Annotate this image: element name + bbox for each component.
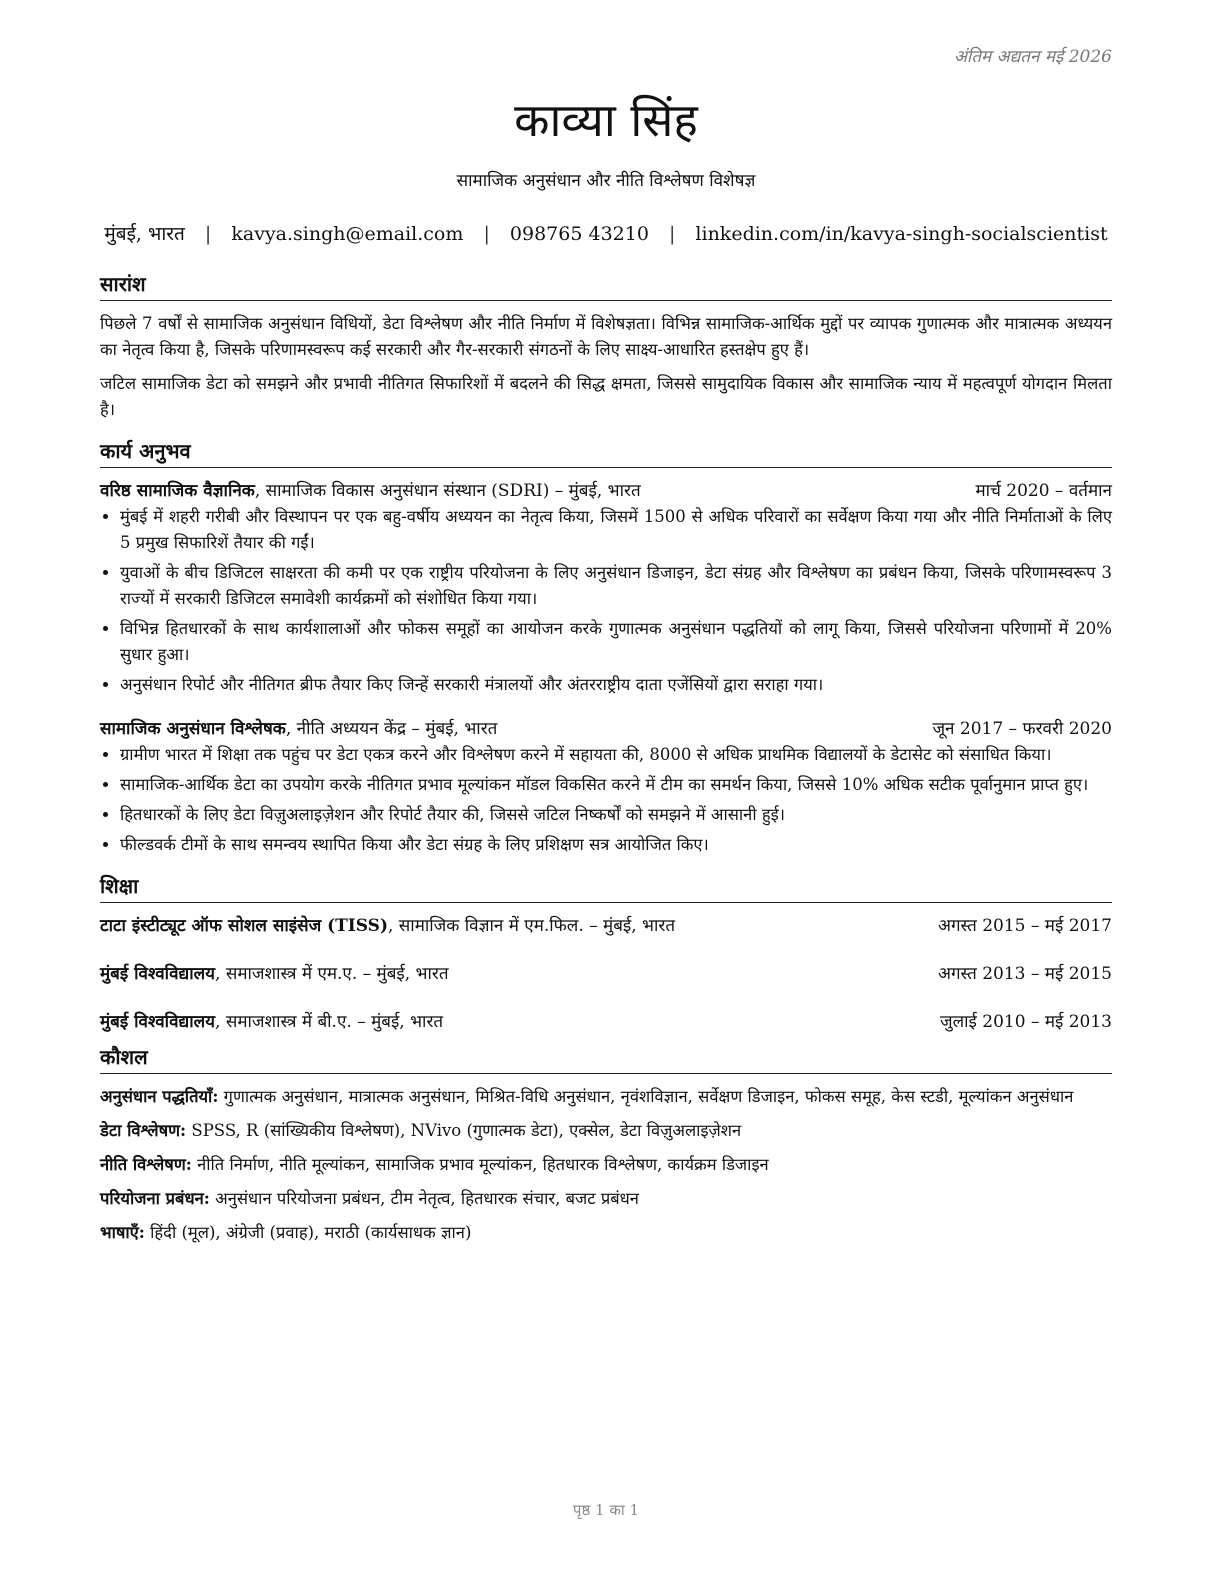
skill-label: भाषाएँ:: [100, 1223, 145, 1242]
skill-line: [100, 1186, 1112, 1212]
job-title-line: [100, 716, 497, 742]
contact-phone: 098765 43210: [509, 223, 649, 245]
summary-paragraph: जटिल सामाजिक डेटा को समझने और प्रभावी नीतिगत सिफारिशों में बदलने की सिद्ध क्षमता, जिससे सामुदायिक विकास और सामाजिक न्याय में महत्वपूर्ण योगदान मिलता है।: [100, 374, 1112, 419]
skill-value: गुणात्मक अनुसंधान, मात्रात्मक अनुसंधान, मिश्रित-विधि अनुसंधान, नृवंशविज्ञान, सर्वेक्षण डिजाइन, फोकस समूह, केस स्टडी, मूल्यांकन अनुसंधान: [218, 1087, 1074, 1106]
skill-line: [100, 1084, 1112, 1110]
education-school: मुंबई विश्वविद्यालय: [100, 964, 216, 984]
education-entry: [100, 913, 1112, 939]
education-school: मुंबई विश्वविद्यालय: [100, 1012, 216, 1032]
job-bullet: • सामाजिक-आर्थिक डेटा का उपयोग करके नीतिगत प्रभाव मूल्यांकन मॉडल विकसित करने में टीम का समर्थन किया, जिससे 10% अधिक सटीक पूर्वानुमान प्राप्त हुए।: [120, 772, 1112, 798]
education-dates: अगस्त 2013 – मई 2015: [937, 964, 1112, 984]
job-header: [100, 716, 1112, 742]
job-bullet: • अनुसंधान रिपोर्ट और नीतिगत ब्रीफ तैयार किए जिन्हें सरकारी मंत्रालयों और अंतरराष्ट्रीय दाता एजेंसियों द्वारा सराहा गया।: [120, 672, 1112, 698]
skill-label: अनुसंधान पद्धतियाँ:: [100, 1087, 219, 1106]
section-title-experience: कार्य अनुभव: [100, 437, 1112, 468]
education-school: टाटा इंस्टीट्यूट ऑफ सोशल साइंसेज (TISS): [100, 916, 388, 936]
skill-value: नीति निर्माण, नीति मूल्यांकन, सामाजिक प्रभाव मूल्यांकन, हितधारक विश्लेषण, कार्यक्रम डिजाइन: [191, 1155, 769, 1174]
contact-email[interactable]: kavya.singh@email.com: [231, 223, 464, 245]
education-detail: , सामाजिक विज्ञान में एम.फिल. – मुंबई, भारत: [388, 916, 676, 936]
job-entry: [100, 478, 1112, 698]
job-dates: मार्च 2020 – वर्तमान: [975, 481, 1112, 501]
job-bullet: • मुंबई में शहरी गरीबी और विस्थापन पर एक बहु-वर्षीय अध्ययन का नेतृत्व किया, जिसमें 1500 से अधिक परिवारों का सर्वेक्षण किया गया और नीति निर्माताओं के लिए 5 प्रमुख सिफारिशें तैयार की गईं।: [120, 504, 1112, 556]
job-role: सामाजिक अनुसंधान विश्लेषक: [100, 719, 286, 739]
skill-label: नीति विश्लेषण:: [100, 1155, 192, 1174]
job-bullet: • विभिन्न हितधारकों के साथ कार्यशालाओं और फोकस समूहों का आयोजन करके गुणात्मक अनुसंधान पद्धतियों को लागू किया, जिससे परियोजना परिणामों में 20% सुधार हुआ।: [120, 616, 1112, 668]
education-entry: [100, 961, 1112, 987]
education-dates: जुलाई 2010 – मई 2013: [939, 1012, 1112, 1032]
job-bullet: • फील्डवर्क टीमों के साथ समन्वय स्थापित किया और डेटा संग्रह के लिए प्रशिक्षण सत्र आयोजित किए।: [120, 832, 1112, 858]
contact-line: [100, 220, 1112, 246]
candidate-headline: सामाजिक अनुसंधान और नीति विश्लेषण विशेषज्ञ: [456, 171, 756, 191]
education-dates: अगस्त 2015 – मई 2017: [937, 916, 1112, 936]
contact-location: मुंबई, भारत: [104, 223, 185, 245]
candidate-name: काव्या सिंह: [514, 93, 698, 147]
resume-body: [100, 270, 1112, 1254]
job-bullet: • ग्रामीण भारत में शिक्षा तक पहुंच पर डेटा एकत्र करने और विश्लेषण करने में सहायता की, 8000 से अधिक प्राथमिक विद्यालयों के डेटासेट को संसाधित किया।: [120, 742, 1112, 768]
education-detail: , समाजशास्त्र में बी.ए. – मुंबई, भारत: [215, 1012, 444, 1032]
resume-page: [100, 0, 1112, 1584]
skill-line: [100, 1152, 1112, 1178]
job-bullets: [100, 742, 1112, 858]
job-entry: [100, 716, 1112, 858]
contact-separator: |: [204, 223, 212, 245]
summary-paragraph: पिछले 7 वर्षों से सामाजिक अनुसंधान विधियों, डेटा विश्लेषण और नीति निर्माण में विशेषज्ञता। विभिन्न सामाजिक-आर्थिक मुद्दों पर व्यापक गुणात्मक और मात्रात्मक अध्ययन का नेतृत्व किया है, जिसके परिणामस्वरूप कई सरकारी और गैर-सरकारी संगठनों के लिए साक्ष्य-आधारित हस्तक्षेप हुए हैं।: [100, 314, 1112, 359]
job-role: वरिष्ठ सामाजिक वैज्ञानिक: [100, 481, 255, 501]
job-bullets: [100, 504, 1112, 698]
education-entry: [100, 1009, 1112, 1035]
skill-value: SPSS, R (सांख्यिकीय विश्लेषण), NVivo (गुणात्मक डेटा), एक्सेल, डेटा विज़ुअलाइज़ेशन: [186, 1121, 742, 1140]
job-bullet: • हितधारकों के लिए डेटा विज़ुअलाइज़ेशन और रिपोर्ट तैयार की, जिससे जटिल निष्कर्षों को समझने में आसानी हुई।: [120, 802, 1112, 828]
skill-line: [100, 1118, 1112, 1144]
job-dates: जून 2017 – फरवरी 2020: [932, 719, 1112, 739]
contact-linkedin[interactable]: linkedin.com/in/kavya-singh-socialscientist: [695, 223, 1108, 245]
section-title-skills: कौशल: [100, 1043, 1112, 1074]
education-line: [100, 1009, 443, 1035]
contact-separator: |: [668, 223, 676, 245]
education-section: [100, 872, 1112, 1035]
page-number: पृष्ठ 1 का 1: [572, 1501, 640, 1519]
skill-value: हिंदी (मूल), अंग्रेजी (प्रवाह), मराठी (कार्यसाधक ज्ञान): [144, 1223, 472, 1242]
skill-value: अनुसंधान परियोजना प्रबंधन, टीम नेतृत्व, हितधारक संचार, बजट प्रबंधन: [209, 1189, 639, 1208]
job-bullet: • युवाओं के बीच डिजिटल साक्षरता की कमी पर एक राष्ट्रीय परियोजना के लिए अनुसंधान डिजाइन, डेटा संग्रह और विश्लेषण का प्रबंधन किया, जिसके परिणामस्वरूप 3 राज्यों में सरकारी डिजिटल समावेशी कार्यक्रमों को संशोधित किया गया।: [120, 560, 1112, 612]
skills-section: [100, 1043, 1112, 1246]
contact-separator: |: [483, 223, 490, 245]
skill-label: परियोजना प्रबंधन:: [100, 1189, 210, 1208]
education-detail: , समाजशास्त्र में एम.ए. – मुंबई, भारत: [215, 964, 449, 984]
summary-section: [100, 270, 1112, 423]
job-organization: , नीति अध्ययन केंद्र – मुंबई, भारत: [285, 719, 498, 739]
last-updated: अंतिम अद्यतन मई 2026: [953, 47, 1112, 67]
experience-section: [100, 437, 1112, 858]
section-title-education: शिक्षा: [100, 872, 1112, 903]
education-line: [100, 961, 449, 987]
skill-line: [100, 1220, 1112, 1246]
skill-label: डेटा विश्लेषण:: [100, 1121, 187, 1140]
job-organization: , सामाजिक विकास अनुसंधान संस्थान (SDRI) – मुंबई, भारत: [254, 481, 641, 501]
section-title-summary: सारांश: [100, 270, 1112, 301]
job-header: [100, 478, 1112, 504]
education-line: [100, 913, 675, 939]
job-title-line: [100, 478, 641, 504]
